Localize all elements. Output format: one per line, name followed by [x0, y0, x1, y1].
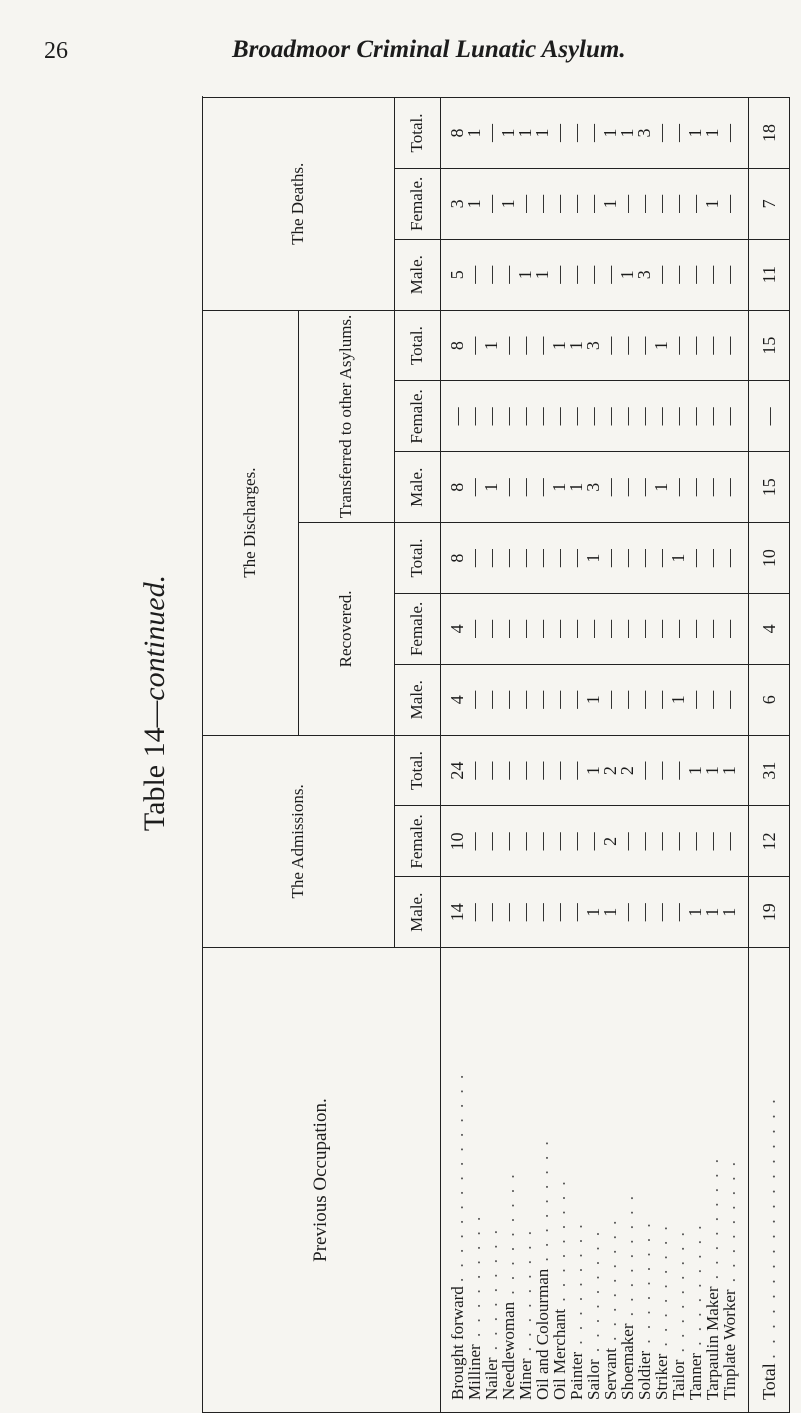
cell-rec-t: 1	[585, 523, 602, 594]
cell-d-f: 1	[500, 168, 517, 239]
occupation-cell: Miner . . . . . . . . .	[517, 948, 534, 1413]
cell-tr-m: —	[704, 452, 721, 523]
table-row	[602, 98, 619, 1413]
cell-adm-m: —	[466, 877, 483, 948]
cell-adm-m: —	[619, 877, 636, 948]
total-tr-m: 15	[749, 452, 790, 523]
cell-rec-t: —	[602, 523, 619, 594]
cell-rec-t: —	[534, 523, 551, 594]
cell-d-t: —	[568, 98, 585, 169]
occupation-name: Shoemaker	[618, 1323, 637, 1400]
cell-rec-t: —	[483, 523, 500, 594]
cell-rec-f: —	[466, 593, 483, 664]
cell-tr-m: —	[636, 452, 653, 523]
deaths-header: The Deaths.	[203, 98, 395, 311]
cell-tr-m: —	[602, 452, 619, 523]
cell-rec-m: —	[500, 664, 517, 735]
cell-rec-t: —	[619, 523, 636, 594]
cell-d-f: —	[483, 168, 500, 239]
cell-d-t: 3	[636, 98, 653, 169]
cell-d-m: —	[551, 239, 568, 310]
table-row	[517, 98, 534, 1413]
cell-tr-t: —	[636, 310, 653, 381]
discharges-header: The Discharges.	[203, 310, 299, 735]
caption-main: Table 14	[138, 727, 171, 832]
total-tr-t: 15	[749, 310, 790, 381]
table-row	[551, 98, 568, 1413]
cell-adm-t: —	[517, 735, 534, 806]
cell-d-m: —	[585, 239, 602, 310]
cell-adm-f: —	[687, 806, 704, 877]
cell-adm-f: 2	[602, 806, 619, 877]
cell-rec-m: —	[466, 664, 483, 735]
cell-tr-m: 1	[568, 452, 585, 523]
cell-tr-f: —	[551, 381, 568, 452]
cell-rec-f: —	[653, 593, 670, 664]
cell-tr-t: —	[721, 310, 749, 381]
cell-tr-f: —	[483, 381, 500, 452]
cell-adm-t: 1	[721, 735, 749, 806]
cell-adm-f: —	[534, 806, 551, 877]
cell-d-f: —	[619, 168, 636, 239]
cell-adm-m: 1	[704, 877, 721, 948]
cell-adm-f: —	[517, 806, 534, 877]
cell-tr-t: 1	[551, 310, 568, 381]
cell-d-m: —	[483, 239, 500, 310]
cell-rec-t: 1	[670, 523, 687, 594]
occupation-header: Previous Occupation.	[203, 948, 441, 1413]
total-label: Total	[758, 1363, 779, 1400]
cell-rec-f: —	[687, 593, 704, 664]
cell-tr-m: 1	[653, 452, 670, 523]
occupation-cell: Painter . . . . . . . . .	[568, 948, 585, 1413]
cell-d-f: 1	[602, 168, 619, 239]
cell-d-f: 1	[704, 168, 721, 239]
cell-d-t: 1	[534, 98, 551, 169]
cell-adm-m: 1	[585, 877, 602, 948]
cell-rec-t: 8	[441, 523, 467, 594]
cell-d-t: 1	[517, 98, 534, 169]
cell-adm-t: 2	[602, 735, 619, 806]
occupation-table-rotated	[202, 97, 779, 1413]
cell-adm-m: 1	[602, 877, 619, 948]
transferred-header: Transferred to other Asylums.	[299, 310, 395, 523]
cell-adm-f: —	[483, 806, 500, 877]
cell-tr-t: —	[602, 310, 619, 381]
cell-rec-t: —	[704, 523, 721, 594]
cell-tr-f: —	[704, 381, 721, 452]
cell-rec-t: —	[517, 523, 534, 594]
cell-tr-t: —	[687, 310, 704, 381]
cell-d-t: 1	[687, 98, 704, 169]
occupation-cell: Oil and Colourman . . . . . . . . .	[534, 948, 551, 1413]
cell-d-t: 1	[500, 98, 517, 169]
cell-tr-f: —	[619, 381, 636, 452]
cell-rec-m: —	[653, 664, 670, 735]
cell-adm-m: —	[636, 877, 653, 948]
cell-rec-t: —	[636, 523, 653, 594]
cell-tr-f: —	[687, 381, 704, 452]
cell-rec-f: —	[517, 593, 534, 664]
cell-tr-m: —	[517, 452, 534, 523]
cell-rec-t: —	[551, 523, 568, 594]
d-total-header: Total.	[395, 98, 441, 169]
caption-continued: —continued.	[138, 574, 171, 728]
cell-rec-m: —	[568, 664, 585, 735]
occupation-name: Striker	[652, 1353, 671, 1400]
cell-rec-m: —	[551, 664, 568, 735]
cell-rec-m: —	[619, 664, 636, 735]
table-row	[466, 98, 483, 1413]
occupation-name: Milliner	[465, 1344, 484, 1400]
cell-adm-m: 14	[441, 877, 467, 948]
running-title: Broadmoor Criminal Lunatic Asylum.	[232, 36, 626, 63]
occupation-cell: Tarpaulin Maker . . . . . . . . .	[704, 948, 721, 1413]
cell-rec-t: —	[653, 523, 670, 594]
cell-d-t: —	[653, 98, 670, 169]
cell-adm-m: —	[551, 877, 568, 948]
occupation-name: Needlewoman	[499, 1301, 518, 1400]
adm-male-header: Male.	[395, 877, 441, 948]
cell-d-t: 1	[602, 98, 619, 169]
total-adm-f: 12	[749, 806, 790, 877]
cell-d-f: —	[653, 168, 670, 239]
total-d-t: 18	[749, 98, 790, 169]
occupation-name: Oil and Colourman	[533, 1268, 552, 1400]
cell-adm-t: —	[568, 735, 585, 806]
brought-forward-label: Brought forward	[448, 1286, 467, 1400]
cell-tr-f: —	[670, 381, 687, 452]
table-caption	[138, 575, 172, 831]
cell-rec-m: —	[483, 664, 500, 735]
cell-d-f: —	[687, 168, 704, 239]
cell-rec-f: —	[636, 593, 653, 664]
occupation-name: Tarpaulin Maker	[703, 1286, 722, 1400]
cell-adm-m: —	[653, 877, 670, 948]
cell-d-m: —	[704, 239, 721, 310]
occupation-name: Nailer	[482, 1357, 501, 1400]
table-row	[687, 98, 704, 1413]
cell-tr-t: —	[704, 310, 721, 381]
cell-adm-m: —	[483, 877, 500, 948]
cell-adm-m: 1	[721, 877, 749, 948]
cell-d-t: 1	[619, 98, 636, 169]
total-d-f: 7	[749, 168, 790, 239]
cell-rec-t: —	[466, 523, 483, 594]
cell-d-m: 1	[534, 239, 551, 310]
cell-rec-f: —	[619, 593, 636, 664]
cell-d-t: —	[585, 98, 602, 169]
occupation-name: Tanner	[686, 1353, 705, 1400]
cell-adm-t: 1	[585, 735, 602, 806]
cell-d-f: —	[636, 168, 653, 239]
rec-female-header: Female.	[395, 593, 441, 664]
cell-d-m: 5	[441, 239, 467, 310]
cell-adm-m: —	[517, 877, 534, 948]
cell-d-f: —	[517, 168, 534, 239]
cell-tr-f: —	[568, 381, 585, 452]
cell-d-f: 3	[441, 168, 467, 239]
cell-tr-m: —	[534, 452, 551, 523]
cell-rec-m: —	[636, 664, 653, 735]
cell-rec-f: —	[534, 593, 551, 664]
cell-d-f: —	[670, 168, 687, 239]
occupation-cell: Shoemaker . . . . . . . . .	[619, 948, 636, 1413]
cell-tr-t: —	[670, 310, 687, 381]
rec-male-header: Male.	[395, 664, 441, 735]
cell-adm-t: 2	[619, 735, 636, 806]
cell-rec-m: 4	[441, 664, 467, 735]
total-row	[749, 98, 790, 1413]
cell-adm-f: —	[568, 806, 585, 877]
occupation-name: Painter	[567, 1351, 586, 1400]
cell-adm-t: —	[670, 735, 687, 806]
cell-adm-f: —	[551, 806, 568, 877]
occupation-name: Tinplate Worker	[720, 1289, 739, 1400]
cell-adm-t: —	[483, 735, 500, 806]
cell-tr-m: —	[466, 452, 483, 523]
cell-d-m: 1	[619, 239, 636, 310]
table-row	[568, 98, 585, 1413]
adm-female-header: Female.	[395, 806, 441, 877]
occupation-cell: Needlewoman . . . . . . . . .	[500, 948, 517, 1413]
cell-tr-m: —	[619, 452, 636, 523]
total-rec-f: 4	[749, 593, 790, 664]
cell-d-m: —	[500, 239, 517, 310]
cell-d-f: 1	[466, 168, 483, 239]
total-rec-t: 10	[749, 523, 790, 594]
cell-d-t: —	[721, 98, 749, 169]
occupation-cell: Nailer . . . . . . . . .	[483, 948, 500, 1413]
cell-tr-t: —	[517, 310, 534, 381]
cell-rec-t: —	[500, 523, 517, 594]
cell-d-m: —	[687, 239, 704, 310]
cell-adm-f: —	[466, 806, 483, 877]
cell-tr-m: —	[670, 452, 687, 523]
cell-d-m: 3	[636, 239, 653, 310]
table-row	[721, 98, 749, 1413]
occupation-name: Soldier	[635, 1350, 654, 1400]
cell-tr-t: 1	[653, 310, 670, 381]
cell-tr-f: —	[466, 381, 483, 452]
table-row	[619, 98, 636, 1413]
recovered-header: Recovered.	[299, 523, 395, 735]
cell-adm-f: —	[721, 806, 749, 877]
cell-d-m: —	[670, 239, 687, 310]
cell-d-m: —	[653, 239, 670, 310]
cell-d-t: —	[483, 98, 500, 169]
cell-rec-t: —	[721, 523, 749, 594]
cell-d-t: 8	[441, 98, 467, 169]
cell-rec-f: —	[500, 593, 517, 664]
cell-tr-t: —	[466, 310, 483, 381]
cell-d-m: 1	[517, 239, 534, 310]
occupation-name: Tailor	[669, 1359, 688, 1400]
rec-total-header: Total.	[395, 523, 441, 594]
occupation-cell: Striker . . . . . . . . .	[653, 948, 670, 1413]
occupation-cell: Milliner . . . . . . . . .	[466, 948, 483, 1413]
cell-tr-f: —	[602, 381, 619, 452]
table-row	[670, 98, 687, 1413]
cell-rec-m: 1	[670, 664, 687, 735]
cell-rec-m: —	[517, 664, 534, 735]
cell-rec-m: —	[602, 664, 619, 735]
cell-d-t: —	[670, 98, 687, 169]
cell-d-m: —	[721, 239, 749, 310]
cell-adm-t: —	[534, 735, 551, 806]
cell-tr-t: —	[534, 310, 551, 381]
cell-tr-f: —	[517, 381, 534, 452]
total-tr-f: —	[749, 381, 790, 452]
cell-tr-m: 1	[483, 452, 500, 523]
cell-tr-m: —	[687, 452, 704, 523]
cell-d-t: 1	[704, 98, 721, 169]
cell-tr-f: —	[636, 381, 653, 452]
occupation-cell: Tanner . . . . . . . . .	[687, 948, 704, 1413]
occupation-cell: Servant . . . . . . . . .	[602, 948, 619, 1413]
cell-adm-m: —	[500, 877, 517, 948]
cell-rec-m: 1	[585, 664, 602, 735]
cell-d-f: —	[585, 168, 602, 239]
d-female-header: Female.	[395, 168, 441, 239]
total-d-m: 11	[749, 239, 790, 310]
table-row	[534, 98, 551, 1413]
adm-total-header: Total.	[395, 735, 441, 806]
cell-d-t: —	[551, 98, 568, 169]
occupation-cell: Tinplate Worker . . . . . . . . .	[721, 948, 749, 1413]
cell-rec-m: —	[721, 664, 749, 735]
occupation-name: Oil Merchant	[550, 1308, 569, 1400]
cell-tr-t: 1	[568, 310, 585, 381]
cell-d-t: 1	[466, 98, 483, 169]
cell-tr-m: 8	[441, 452, 467, 523]
cell-tr-m: —	[500, 452, 517, 523]
cell-adm-f: —	[500, 806, 517, 877]
cell-tr-t: 1	[483, 310, 500, 381]
occupation-cell: Brought forward . . . . . . . . . . . . . . .	[441, 948, 467, 1413]
cell-adm-m: —	[534, 877, 551, 948]
cell-adm-t: 24	[441, 735, 467, 806]
occupation-table	[202, 97, 790, 1413]
table-row	[636, 98, 653, 1413]
cell-tr-t: —	[619, 310, 636, 381]
cell-tr-f: —	[721, 381, 749, 452]
table-row	[653, 98, 670, 1413]
cell-adm-t: —	[466, 735, 483, 806]
cell-rec-m: —	[704, 664, 721, 735]
cell-tr-f: —	[534, 381, 551, 452]
occupation-cell: Sailor . . . . . . . . .	[585, 948, 602, 1413]
cell-adm-f: —	[670, 806, 687, 877]
tr-total-header: Total.	[395, 310, 441, 381]
cell-adm-t: —	[653, 735, 670, 806]
cell-rec-t: —	[568, 523, 585, 594]
cell-rec-f: —	[704, 593, 721, 664]
cell-adm-t: —	[500, 735, 517, 806]
page-number: 26	[44, 38, 68, 64]
cell-tr-m: 1	[551, 452, 568, 523]
admissions-header: The Admissions.	[203, 735, 395, 948]
occupation-cell: Total . . . . . . . . . . . . . . . . . .	[749, 948, 790, 1413]
cell-rec-f: —	[670, 593, 687, 664]
cell-d-f: —	[721, 168, 749, 239]
cell-tr-t: 8	[441, 310, 467, 381]
cell-adm-f: —	[704, 806, 721, 877]
table-row	[483, 98, 500, 1413]
cell-tr-m: —	[721, 452, 749, 523]
cell-adm-f: —	[585, 806, 602, 877]
cell-d-m: —	[568, 239, 585, 310]
table-body	[441, 98, 749, 1413]
page-header	[0, 0, 801, 80]
cell-adm-f: —	[636, 806, 653, 877]
cell-tr-f: —	[441, 381, 467, 452]
cell-adm-t: 1	[704, 735, 721, 806]
cell-rec-m: —	[534, 664, 551, 735]
cell-rec-t: —	[687, 523, 704, 594]
total-rec-m: 6	[749, 664, 790, 735]
cell-rec-f: —	[568, 593, 585, 664]
cell-tr-f: —	[653, 381, 670, 452]
cell-tr-t: —	[500, 310, 517, 381]
cell-tr-f: —	[500, 381, 517, 452]
cell-rec-f: —	[483, 593, 500, 664]
occupation-name: Miner	[516, 1358, 535, 1400]
cell-adm-f: —	[653, 806, 670, 877]
cell-rec-f: —	[585, 593, 602, 664]
cell-rec-f: —	[551, 593, 568, 664]
cell-rec-f: —	[721, 593, 749, 664]
tr-male-header: Male.	[395, 452, 441, 523]
table-row	[585, 98, 602, 1413]
d-male-header: Male.	[395, 239, 441, 310]
table-row	[704, 98, 721, 1413]
occupation-name: Sailor	[584, 1359, 603, 1400]
cell-tr-m: 3	[585, 452, 602, 523]
occupation-name: Servant	[601, 1348, 620, 1400]
cell-adm-f: —	[619, 806, 636, 877]
total-adm-t: 31	[749, 735, 790, 806]
cell-tr-f: —	[585, 381, 602, 452]
cell-adm-m: —	[568, 877, 585, 948]
cell-d-f: —	[551, 168, 568, 239]
cell-rec-f: 4	[441, 593, 467, 664]
cell-d-m: —	[466, 239, 483, 310]
cell-adm-m: 1	[687, 877, 704, 948]
occupation-cell: Oil Merchant . . . . . . . . .	[551, 948, 568, 1413]
cell-adm-f: 10	[441, 806, 467, 877]
brought-forward-row	[441, 98, 467, 1413]
cell-d-f: —	[568, 168, 585, 239]
cell-d-m: —	[602, 239, 619, 310]
cell-tr-t: 3	[585, 310, 602, 381]
occupation-cell: Soldier . . . . . . . . .	[636, 948, 653, 1413]
tr-female-header: Female.	[395, 381, 441, 452]
cell-adm-m: —	[670, 877, 687, 948]
total-adm-m: 19	[749, 877, 790, 948]
cell-adm-t: 1	[687, 735, 704, 806]
table-row	[500, 98, 517, 1413]
occupation-cell: Tailor . . . . . . . . .	[670, 948, 687, 1413]
cell-rec-f: —	[602, 593, 619, 664]
cell-rec-m: —	[687, 664, 704, 735]
cell-d-f: —	[534, 168, 551, 239]
cell-adm-t: —	[551, 735, 568, 806]
cell-adm-t: —	[636, 735, 653, 806]
